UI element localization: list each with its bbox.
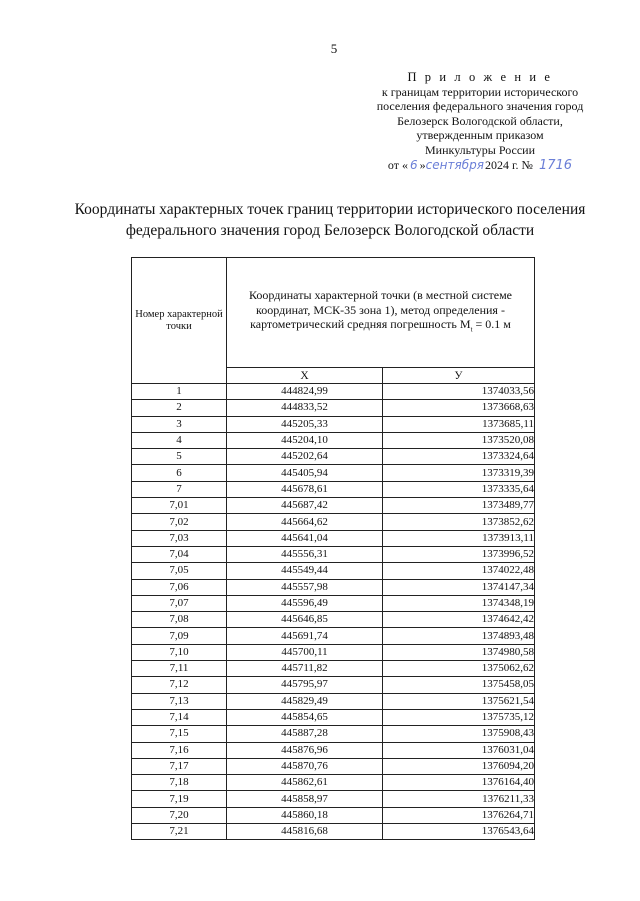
y-coordinate-cell: 1373852,62 bbox=[383, 514, 535, 530]
table-row bbox=[132, 742, 535, 758]
x-coordinate-cell: 445795,97 bbox=[227, 677, 383, 693]
y-coordinate-cell: 1373489,77 bbox=[383, 498, 535, 514]
table-row bbox=[132, 824, 535, 840]
appendix-line-3: Белозерск Вологодской области, bbox=[397, 113, 563, 128]
x-coordinate-cell: 445862,61 bbox=[227, 775, 383, 791]
point-number-cell: 7,20 bbox=[132, 807, 227, 823]
quote-close: » bbox=[419, 157, 426, 172]
x-coordinate-cell: 445557,98 bbox=[227, 579, 383, 595]
table-body bbox=[132, 384, 535, 840]
x-coordinate-cell: 445202,64 bbox=[227, 449, 383, 465]
point-number-cell: 7,01 bbox=[132, 498, 227, 514]
table-row bbox=[132, 449, 535, 465]
x-coordinate-cell: 445687,42 bbox=[227, 498, 383, 514]
table-row bbox=[132, 758, 535, 774]
y-coordinate-cell: 1373319,39 bbox=[383, 465, 535, 481]
year-text: 2024 г. № bbox=[484, 157, 533, 172]
point-number-cell: 7,05 bbox=[132, 563, 227, 579]
table-row bbox=[132, 709, 535, 725]
table-row bbox=[132, 432, 535, 448]
point-number-cell: 7,13 bbox=[132, 693, 227, 709]
handwritten-order-number: 1716 bbox=[538, 157, 573, 173]
appendix-line-1: к границам территории исторического bbox=[381, 84, 579, 99]
point-number-cell: 7,12 bbox=[132, 677, 227, 693]
y-coordinate-cell: 1376031,04 bbox=[383, 742, 535, 758]
x-coordinate-cell: 445860,18 bbox=[227, 807, 383, 823]
x-coordinate-cell: 445829,49 bbox=[227, 693, 383, 709]
table-row bbox=[132, 693, 535, 709]
point-number-cell: 7,03 bbox=[132, 530, 227, 546]
table-row bbox=[132, 498, 535, 514]
y-coordinate-cell: 1376211,33 bbox=[383, 791, 535, 807]
appendix-block bbox=[345, 70, 615, 173]
table-row bbox=[132, 791, 535, 807]
x-coordinate-cell: 445700,11 bbox=[227, 644, 383, 660]
y-coordinate-cell: 1373913,11 bbox=[383, 530, 535, 546]
document-title: Координаты характерных точек границ территории исторического поселения федерального значения город Белозерск Вологодской области bbox=[74, 201, 586, 239]
point-number-cell: 3 bbox=[132, 416, 227, 432]
y-coordinate-cell: 1373685,11 bbox=[383, 416, 535, 432]
point-number-cell: 6 bbox=[132, 465, 227, 481]
order-date-line bbox=[345, 158, 615, 174]
x-coordinate-cell: 445816,68 bbox=[227, 824, 383, 840]
table-row bbox=[132, 465, 535, 481]
table-row bbox=[132, 807, 535, 823]
table-row bbox=[132, 726, 535, 742]
x-coordinate-cell: 444824,99 bbox=[227, 384, 383, 400]
y-coordinate-cell: 1374147,34 bbox=[383, 579, 535, 595]
table-row bbox=[132, 579, 535, 595]
x-coordinate-cell: 445556,31 bbox=[227, 546, 383, 562]
point-number-cell: 1 bbox=[132, 384, 227, 400]
appendix-line-4: утвержденным приказом bbox=[416, 128, 544, 143]
point-number-cell: 2 bbox=[132, 400, 227, 416]
handwritten-day: 6 bbox=[410, 157, 418, 172]
table-row bbox=[132, 481, 535, 497]
x-coordinate-cell: 445887,28 bbox=[227, 726, 383, 742]
point-number-cell: 7,18 bbox=[132, 775, 227, 791]
table-row bbox=[132, 400, 535, 416]
x-coordinate-cell: 445641,04 bbox=[227, 530, 383, 546]
x-coordinate-cell: 445549,44 bbox=[227, 563, 383, 579]
y-coordinate-cell: 1374980,58 bbox=[383, 644, 535, 660]
y-coordinate-cell: 1375621,54 bbox=[383, 693, 535, 709]
table-row bbox=[132, 563, 535, 579]
y-coordinate-cell: 1374033,56 bbox=[383, 384, 535, 400]
table-row bbox=[132, 514, 535, 530]
header-coordinates-main: Координаты характерной точки (в местной системе координат, МСК-35 зона 1), метод определения - картометрический средняя погрешность M bbox=[248, 288, 513, 332]
x-coordinate-cell: 445858,97 bbox=[227, 791, 383, 807]
point-number-cell: 7,07 bbox=[132, 595, 227, 611]
x-coordinate-cell: 445596,49 bbox=[227, 595, 383, 611]
table-row bbox=[132, 612, 535, 628]
appendix-title: П р и л о ж е н и е bbox=[407, 70, 553, 84]
x-coordinate-cell: 445691,74 bbox=[227, 628, 383, 644]
point-number-cell: 7,06 bbox=[132, 579, 227, 595]
x-coordinate-cell: 445711,82 bbox=[227, 661, 383, 677]
y-coordinate-cell: 1376543,64 bbox=[383, 824, 535, 840]
table-row bbox=[132, 546, 535, 562]
coordinates-table bbox=[131, 257, 535, 840]
y-coordinate-cell: 1375458,05 bbox=[383, 677, 535, 693]
x-coordinate-cell: 445876,96 bbox=[227, 742, 383, 758]
point-number-cell: 7,04 bbox=[132, 546, 227, 562]
date-prefix: от « bbox=[387, 157, 409, 172]
y-coordinate-cell: 1374022,48 bbox=[383, 563, 535, 579]
point-number-cell: 7,19 bbox=[132, 791, 227, 807]
y-coordinate-cell: 1374893,48 bbox=[383, 628, 535, 644]
point-number-cell: 7,02 bbox=[132, 514, 227, 530]
point-number-cell: 5 bbox=[132, 449, 227, 465]
y-coordinate-cell: 1373324,64 bbox=[383, 449, 535, 465]
table-row bbox=[132, 595, 535, 611]
header-coordinates-sub: t bbox=[470, 325, 473, 334]
point-number-cell: 7,21 bbox=[132, 824, 227, 840]
point-number-cell: 7,16 bbox=[132, 742, 227, 758]
x-coordinate-cell: 445664,62 bbox=[227, 514, 383, 530]
table-row bbox=[132, 416, 535, 432]
page-number: 5 bbox=[330, 41, 338, 56]
point-number-cell: 7,10 bbox=[132, 644, 227, 660]
point-number-cell: 7,15 bbox=[132, 726, 227, 742]
header-x: X bbox=[227, 368, 383, 384]
x-coordinate-cell: 445854,65 bbox=[227, 709, 383, 725]
y-coordinate-cell: 1375908,43 bbox=[383, 726, 535, 742]
x-coordinate-cell: 445205,33 bbox=[227, 416, 383, 432]
point-number-cell: 7,11 bbox=[132, 661, 227, 677]
header-y: У bbox=[383, 368, 535, 384]
y-coordinate-cell: 1374642,42 bbox=[383, 612, 535, 628]
point-number-cell: 7,09 bbox=[132, 628, 227, 644]
x-coordinate-cell: 445646,85 bbox=[227, 612, 383, 628]
y-coordinate-cell: 1376164,40 bbox=[383, 775, 535, 791]
header-point-number: Номер характерной точки bbox=[132, 258, 227, 384]
y-coordinate-cell: 1375062,62 bbox=[383, 661, 535, 677]
header-coordinates-tail: = 0.1 м bbox=[472, 317, 511, 332]
y-coordinate-cell: 1375735,12 bbox=[383, 709, 535, 725]
point-number-cell: 7,14 bbox=[132, 709, 227, 725]
table-row bbox=[132, 384, 535, 400]
y-coordinate-cell: 1374348,19 bbox=[383, 595, 535, 611]
table-row bbox=[132, 628, 535, 644]
table-row bbox=[132, 775, 535, 791]
table-row bbox=[132, 661, 535, 677]
handwritten-month: сентября bbox=[425, 157, 484, 172]
y-coordinate-cell: 1373520,08 bbox=[383, 432, 535, 448]
y-coordinate-cell: 1373335,64 bbox=[383, 481, 535, 497]
x-coordinate-cell: 445405,94 bbox=[227, 465, 383, 481]
y-coordinate-cell: 1376264,71 bbox=[383, 807, 535, 823]
x-coordinate-cell: 444833,52 bbox=[227, 400, 383, 416]
header-coordinates bbox=[227, 258, 535, 368]
point-number-cell: 7 bbox=[132, 481, 227, 497]
y-coordinate-cell: 1376094,20 bbox=[383, 758, 535, 774]
table-row bbox=[132, 644, 535, 660]
x-coordinate-cell: 445870,76 bbox=[227, 758, 383, 774]
x-coordinate-cell: 445204,10 bbox=[227, 432, 383, 448]
appendix-line-5: Минкультуры России bbox=[425, 142, 535, 157]
table-row bbox=[132, 530, 535, 546]
table-row bbox=[132, 677, 535, 693]
x-coordinate-cell: 445678,61 bbox=[227, 481, 383, 497]
y-coordinate-cell: 1373996,52 bbox=[383, 546, 535, 562]
y-coordinate-cell: 1373668,63 bbox=[383, 400, 535, 416]
point-number-cell: 4 bbox=[132, 432, 227, 448]
point-number-cell: 7,17 bbox=[132, 758, 227, 774]
point-number-cell: 7,08 bbox=[132, 612, 227, 628]
appendix-line-2: поселения федерального значения город bbox=[376, 99, 584, 114]
